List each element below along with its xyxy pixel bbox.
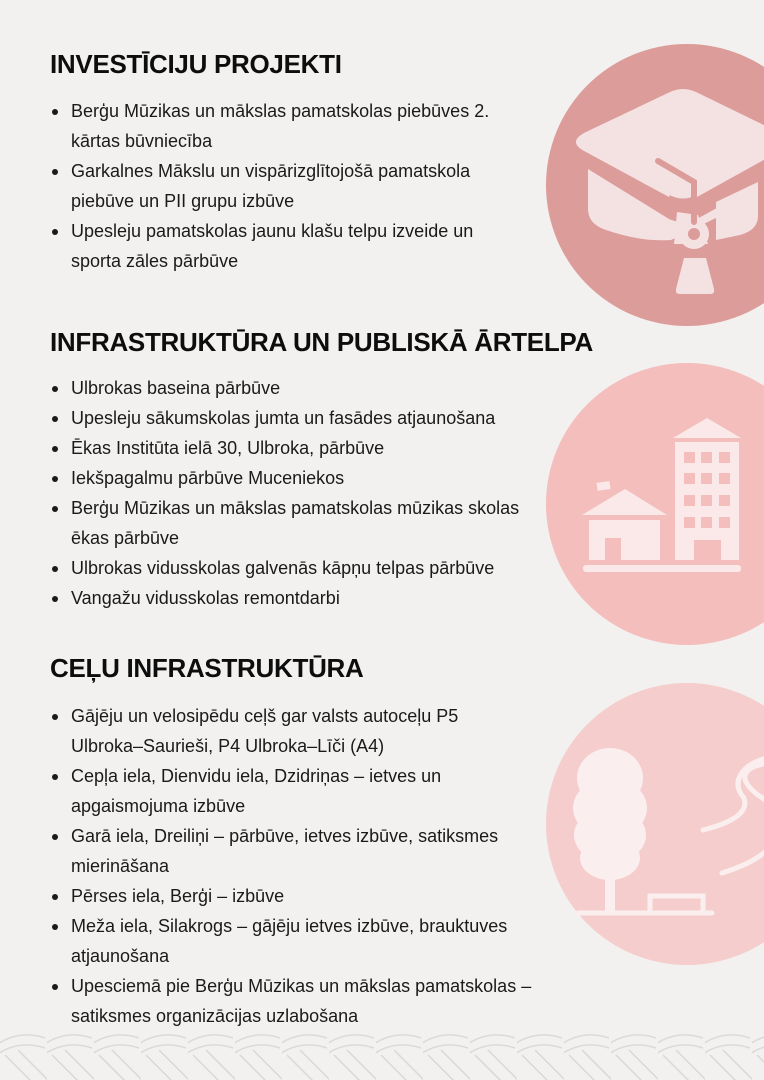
list-item: Meža iela, Silakrogs – gājēju ietves izbūve, brauktuves atjaunošana	[50, 911, 541, 971]
list-item: Berģu Mūzikas un mākslas pamatskolas mūzikas skolas ēkas pārbūve	[50, 493, 521, 553]
list-item: Ulbrokas baseina pārbūve	[50, 373, 620, 403]
list-item: Garā iela, Dreiliņi – pārbūve, ietves izbūve, satiksmes mierināšana	[50, 821, 541, 881]
section-road-infrastructure	[50, 652, 590, 1031]
graduation-cap-badge	[546, 44, 764, 326]
section-investment-projects	[50, 48, 520, 276]
buildings-icon	[546, 363, 764, 645]
list-item: Iekšpagalmu pārbūve Muceniekos	[50, 463, 620, 493]
list-item: Upesleju pamatskolas jaunu klašu telpu izveide un sporta zāles pārbūve	[50, 216, 520, 276]
list-item: Cepļa iela, Dienvidu iela, Dzidriņas – ietves un apgaismojuma izbūve	[50, 761, 481, 821]
list-item: Gājēju un velosipēdu ceļš gar valsts autoceļu P5 Ulbroka–Saurieši, P4 Ulbroka–Līči (A4)	[50, 701, 461, 761]
list-item: Upesleju sākumskolas jumta un fasādes atjaunošana	[50, 403, 620, 433]
section-infrastructure-public-space	[50, 326, 620, 613]
graduation-cap-icon	[546, 44, 764, 326]
braid-border-decoration	[0, 1030, 764, 1080]
list-item: Ēkas Institūta ielā 30, Ulbroka, pārbūve	[50, 433, 620, 463]
park-road-icon	[546, 683, 764, 965]
section-title: INVESTĪCIJU PROJEKTI	[50, 49, 342, 79]
section-title: CEĻU INFRASTRUKTŪRA	[50, 653, 364, 683]
list-item: Garkalnes Mākslu un vispārizglītojošā pamatskola piebūve un PII grupu izbūve	[50, 156, 520, 216]
list-item: Pērses iela, Berģi – izbūve	[50, 881, 590, 911]
project-list	[50, 701, 590, 1031]
list-item: Vangažu vidusskolas remontdarbi	[50, 583, 620, 613]
project-list	[50, 373, 620, 613]
section-title: INFRASTRUKTŪRA UN PUBLISKĀ ĀRTELPA	[50, 327, 593, 357]
list-item: Upesciemā pie Berģu Mūzikas un mākslas pamatskolas – satiksmes organizācijas uzlabošana	[50, 971, 571, 1031]
park-road-badge	[546, 683, 764, 965]
buildings-badge	[546, 363, 764, 645]
project-list	[50, 96, 520, 276]
list-item: Ulbrokas vidusskolas galvenās kāpņu telpas pārbūve	[50, 553, 620, 583]
list-item: Berģu Mūzikas un mākslas pamatskolas piebūves 2. kārtas būvniecība	[50, 96, 520, 156]
